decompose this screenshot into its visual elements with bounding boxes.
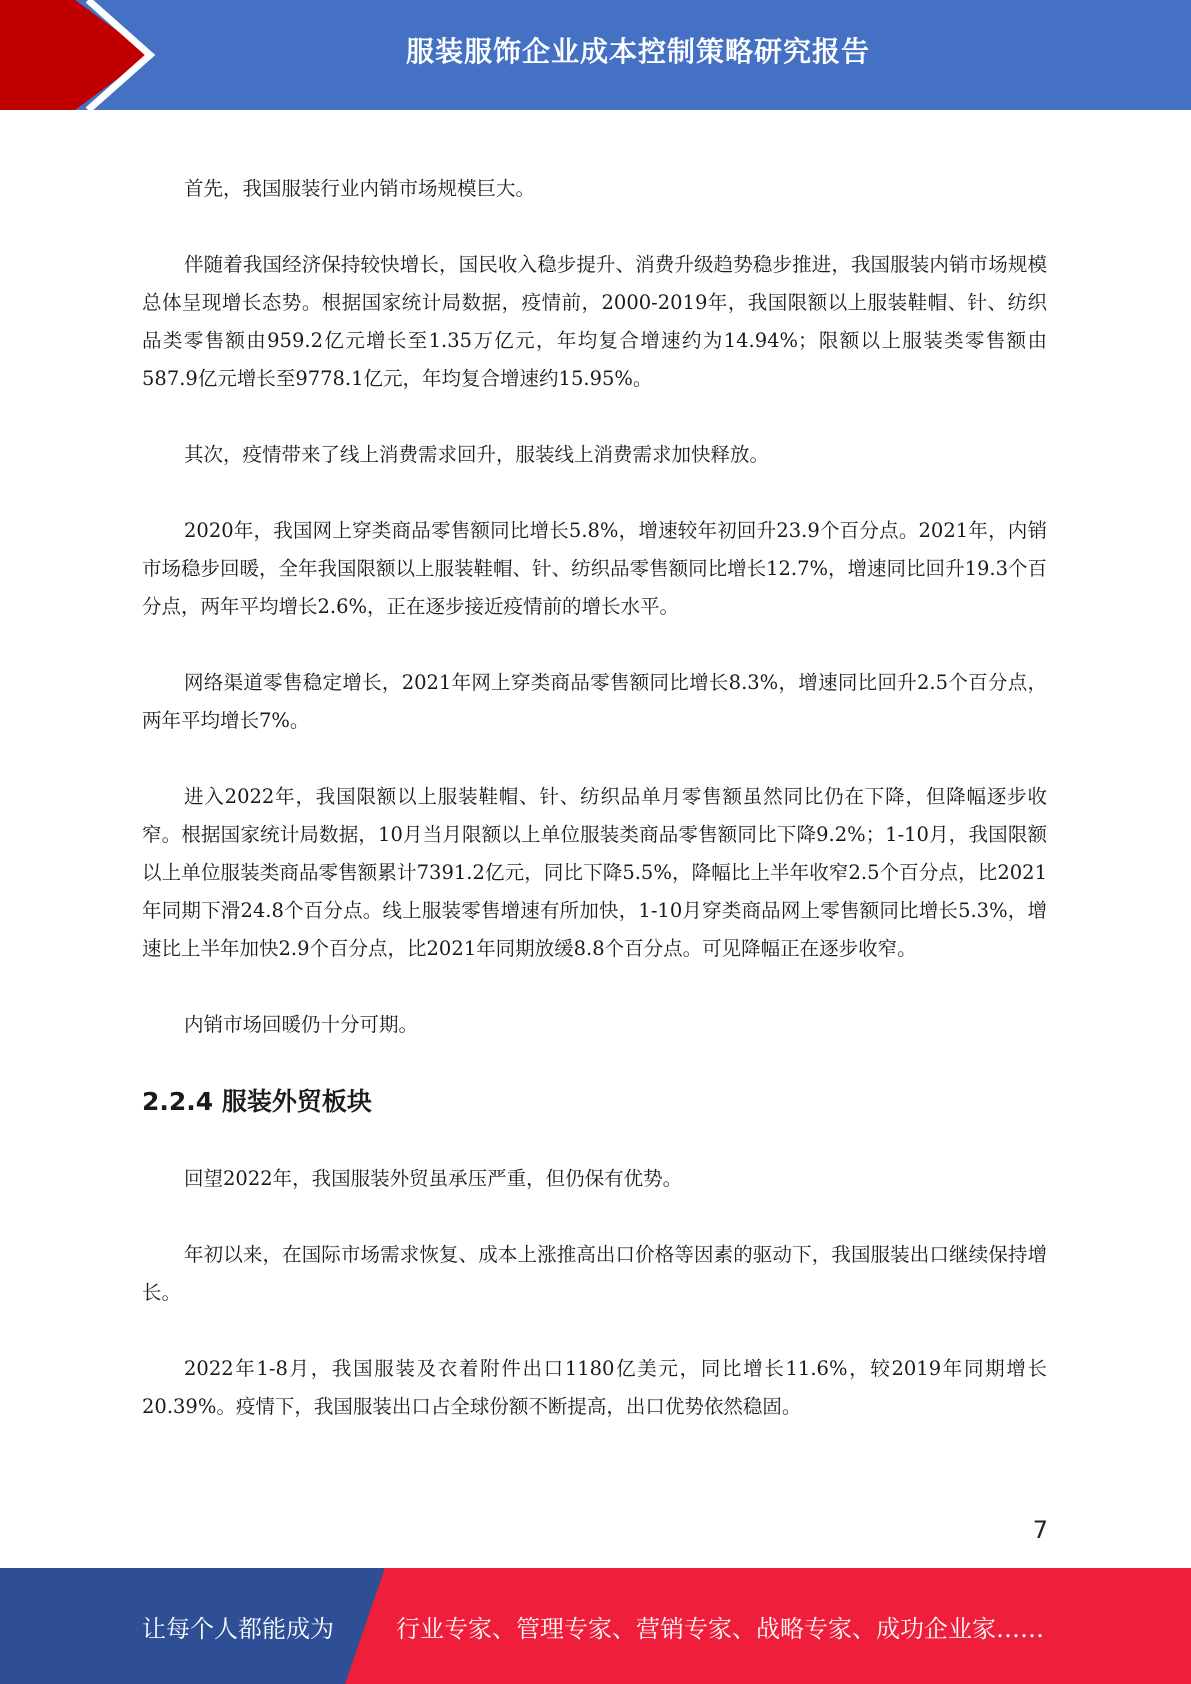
footer-slogan-right: 行业专家、管理专家、营销专家、战略专家、成功企业家…… (396, 1614, 1044, 1643)
paragraph: 进入2022年，我国限额以上服装鞋帽、针、纺织品单月零售额虽然同比仍在下降，但降幅逐步收窄。根据国家统计局数据，10月当月限额以上单位服装类商品零售额同比下降9.2%；1-10月，我国限额以上单位服装类商品零售额累计7391.2亿元，同比下降5.5%，降幅比上半年收窄2.5个百分点，比2021年同期下滑24.8个百分点。线上服装零售增速有所加快，1-10月穿类商品网上零售额同比增长5.3%，增速比上半年加快2.9个百分点，比2021年同期放缓8.8个百分点。可见降幅正在逐步收窄。 (142, 785, 1047, 960)
paragraph: 2022年1-8月，我国服装及衣着附件出口1180亿美元，同比增长11.6%，较2019年同期增长20.39%。疫情下，我国服装出口占全球份额不断提高，出口优势依然稳固。 (142, 1357, 1047, 1418)
report-title: 服装服饰企业成本控制策略研究报告 (405, 35, 870, 68)
paragraph: 2020年，我国网上穿类商品零售额同比增长5.8%，增速较年初回升23.9个百分点。2021年，内销市场稳步回暖，全年我国限额以上服装鞋帽、针、纺织品零售额同比增长12.7%，增速同比回升19.3个百分点，两年平均增长2.6%，正在逐步接近疫情前的增长水平。 (142, 519, 1047, 618)
section-heading: 2.2.4 服装外贸板块 (142, 1087, 372, 1116)
paragraph: 首先，我国服装行业内销市场规模巨大。 (184, 177, 536, 200)
paragraph: 其次，疫情带来了线上消费需求回升，服装线上消费需求加快释放。 (184, 443, 770, 466)
paragraph: 内销市场回暖仍十分可期。 (184, 1013, 419, 1036)
paragraph: 回望2022年，我国服装外贸虽承压严重，但仍保有优势。 (184, 1167, 683, 1190)
page-content (142, 170, 1047, 1464)
page-header (0, 0, 1191, 110)
page-footer (0, 1568, 1191, 1684)
page-number: 7 (1032, 1516, 1048, 1544)
footer-slogan-left: 让每个人都能成为 (142, 1614, 334, 1643)
paragraph: 年初以来，在国际市场需求恢复、成本上涨推高出口价格等因素的驱动下，我国服装出口继续保持增长。 (142, 1243, 1047, 1304)
paragraph: 伴随着我国经济保持较快增长，国民收入稳步提升、消费升级趋势稳步推进，我国服装内销市场规模总体呈现增长态势。根据国家统计局数据，疫情前，2000-2019年，我国限额以上服装鞋帽、针、纺织品类零售额由959.2亿元增长至1.35万亿元，年均复合增速约为14.94%；限额以上服装类零售额由587.9亿元增长至9778.1亿元，年均复合增速约15.95%。 (142, 253, 1047, 390)
paragraph: 网络渠道零售稳定增长，2021年网上穿类商品零售额同比增长8.3%，增速同比回升2.5个百分点，两年平均增长7%。 (142, 671, 1047, 732)
